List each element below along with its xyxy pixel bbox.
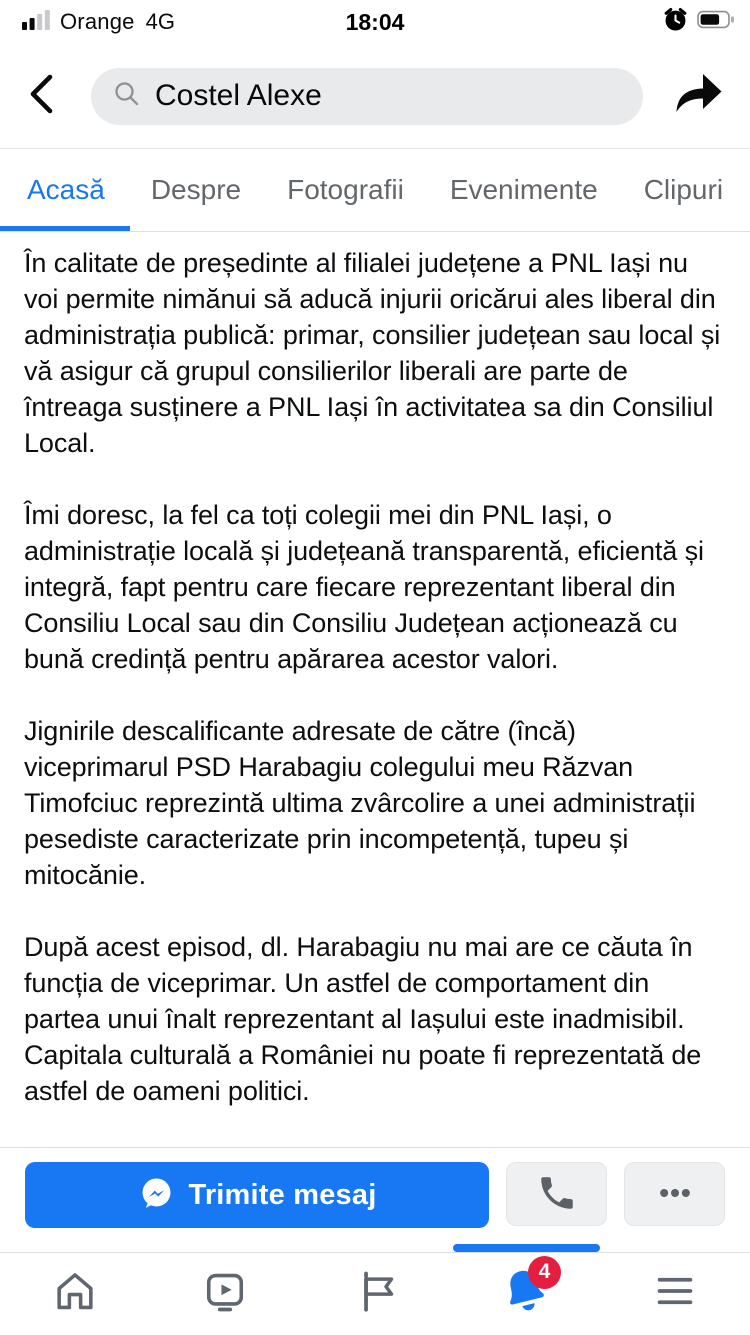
more-horizontal-icon bbox=[655, 1173, 695, 1216]
pages-flag-icon bbox=[350, 1266, 400, 1321]
nav-home[interactable] bbox=[0, 1253, 150, 1335]
watch-icon bbox=[200, 1266, 250, 1321]
app-bottom-nav bbox=[0, 1252, 750, 1334]
nav-menu[interactable] bbox=[600, 1253, 750, 1335]
send-message-button[interactable] bbox=[25, 1162, 489, 1228]
tab-despre[interactable]: Despre bbox=[150, 174, 242, 205]
back-button[interactable] bbox=[25, 73, 63, 119]
tab-acasa[interactable]: Acasă bbox=[27, 174, 105, 205]
share-button[interactable] bbox=[673, 72, 725, 120]
clock-time: 18:04 bbox=[345, 8, 405, 35]
profile-tab-bar bbox=[0, 148, 750, 232]
share-forward-icon bbox=[673, 70, 725, 122]
search-icon bbox=[113, 80, 141, 113]
phone-icon bbox=[536, 1172, 578, 1217]
alarm-clock-icon bbox=[662, 6, 689, 38]
nav-watch[interactable] bbox=[150, 1253, 300, 1335]
search-value: Costel Alexe bbox=[155, 79, 322, 112]
notification-badge: 4 bbox=[528, 1256, 561, 1289]
status-bar bbox=[0, 0, 750, 44]
carrier-label: Orange bbox=[60, 9, 135, 34]
more-options-button[interactable] bbox=[624, 1162, 725, 1226]
call-button[interactable] bbox=[506, 1162, 607, 1226]
post-paragraph: În calitate de președinte al filialei județene a PNL Iași nu voi permite nimănui să aducă injurii oricărui ales liberal din administrația publică: primar, consilier județean sau local și vă asigur că grupul consilierilor liberali are parte de întreaga susținere a PNL Iași în activitatea sa din Consiliul Local. bbox=[24, 248, 721, 458]
back-chevron-icon bbox=[25, 72, 59, 121]
active-nav-indicator bbox=[453, 1244, 600, 1252]
nav-notifications[interactable] bbox=[450, 1253, 600, 1335]
battery-icon bbox=[697, 9, 738, 35]
post-paragraph: Jignirile descalificante adresate de către (încă) viceprimarul PSD Harabagiu colegului meu Răzvan Timofciuc reprezintă ultima zvârcolire a unei administrații pesediste caracterizate prin incompetență, tupeu și mitocănie. bbox=[24, 716, 696, 890]
network-type-label: 4G bbox=[145, 9, 175, 34]
post-paragraph: Îmi doresc, la fel ca toți colegii mei din PNL Iași, o administrație locală și județeană transparentă, eficientă și integră, fapt pentru care fiecare reprezentant liberal din Consiliu Local sau din Consiliu Județean acționează cu bună credință pentru apărarea acestor valori. bbox=[24, 500, 704, 674]
home-icon bbox=[50, 1266, 100, 1321]
send-message-label: Trimite mesaj bbox=[188, 1178, 377, 1211]
tab-evenimente[interactable]: Evenimente bbox=[449, 174, 598, 205]
post-text-content bbox=[0, 232, 750, 1147]
post-paragraph: După acest episod, dl. Harabagiu nu mai are ce căuta în funcția de viceprimar. Un astfel de comportament din partea unui înalt reprezentant al Iașului este inadmisibil. Capitala culturală a României nu poate fi reprezentată de astfel de oameni politici. bbox=[24, 932, 702, 1106]
search-input[interactable] bbox=[91, 68, 643, 125]
nav-pages[interactable] bbox=[300, 1253, 450, 1335]
tab-fotografii[interactable]: Fotografii bbox=[287, 174, 404, 205]
messenger-icon bbox=[138, 1175, 175, 1215]
tab-clipuri[interactable]: Clipuri bbox=[643, 174, 724, 205]
search-header bbox=[0, 44, 750, 148]
profile-action-bar bbox=[0, 1147, 750, 1252]
active-tab-indicator bbox=[0, 226, 130, 231]
menu-icon bbox=[650, 1266, 700, 1321]
